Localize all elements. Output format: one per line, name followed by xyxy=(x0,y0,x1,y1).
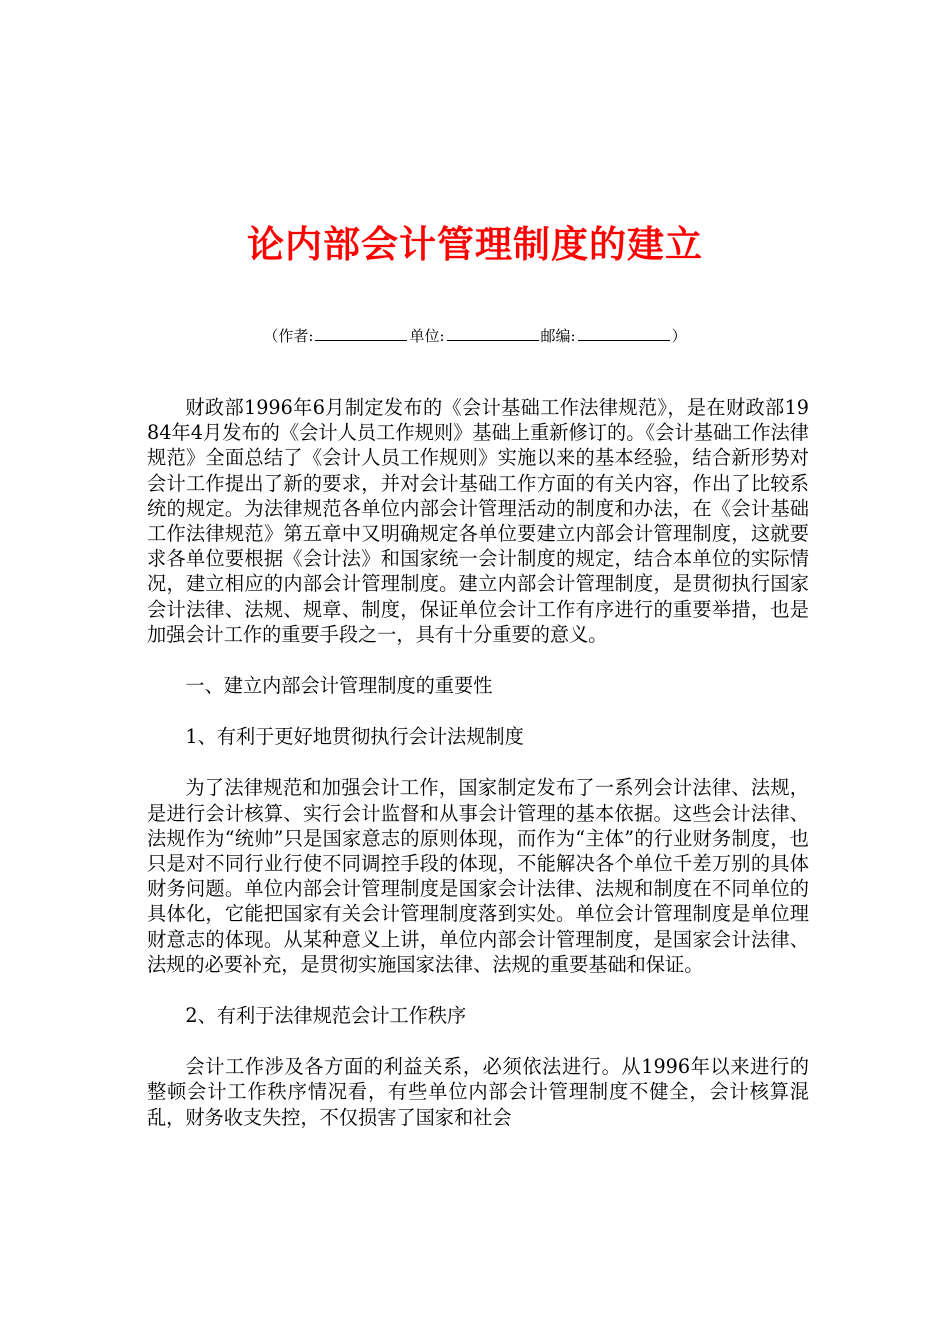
byline-close: ） xyxy=(671,327,687,345)
subsection-heading: 1、有利于更好地贯彻执行会计法规制度 xyxy=(185,725,524,749)
body-paragraph: 为了法律规范和加强会计工作，国家制定发布了一系列会计法律、法规，是进行会计核算、实行会计监督和从事会计管理的基本依据。这些会计法律、法规作为“统帅”只是国家意志的原则体现，而作为“主体”的行业财务制度，也只是对不同行业行使不同调控手段的体现，不能解决各个单位千差万别的具体财务问题。单位内部会计管理制度是国家会计法律、法规和制度在不同单位的具体化，它能把国家有关会计管理制度落到实处。单位会计管理制度是单位理财意志的体现。从某种意义上讲，单位内部会计管理制度，是国家会计法律、法规的必要补充，是贯彻实施国家法律、法规的重要基础和保证。 xyxy=(147,776,809,976)
body-paragraph: 财政部1996年6月制定发布的《会计基础工作法律规范》，是在财政部1984年4月发布的《会计人员工作规则》基础上重新修订的。《会计基础工作法律规范》全面总结了《会计人员工作规则》实施以来的基本经验，结合新形势对会计工作提出了新的要求，并对会计基础工作方面的有关内容，作出了比较系统的规定。为法律规范各单位内部会计管理活动的制度和办法，在《会计基础工作法律规范》第五章中又明确规定各单位要建立内部会计管理制度，这就要求各单位要根据《会计法》和国家统一会计制度的规定，结合本单位的实际情况，建立相应的内部会计管理制度。建立内部会计管理制度，是贯彻执行国家会计法律、法规、规章、制度，保证单位会计工作有序进行的重要举措，也是加强会计工作的重要手段之一，具有十分重要的意义。 xyxy=(147,396,809,646)
body-paragraph: 会计工作涉及各方面的利益关系，必须依法进行。从1996年以来进行的整顿会计工作秩序情况看，有些单位内部会计管理制度不健全，会计核算混乱，财务收支失控，不仅损害了国家和社会 xyxy=(147,1055,809,1129)
subsection-heading: 2、有利于法律规范会计工作秩序 xyxy=(185,1004,467,1028)
unit-blank xyxy=(447,326,539,341)
byline-unit-label: 单位: xyxy=(409,327,445,345)
document-title: 论内部会计管理制度的建立 xyxy=(247,222,703,266)
author-blank xyxy=(315,326,407,341)
zip-blank xyxy=(578,326,670,341)
author-byline xyxy=(0,325,950,347)
byline-zip-label: 邮编: xyxy=(540,327,576,345)
section-heading: 一、建立内部会计管理制度的重要性 xyxy=(185,674,493,698)
byline-author-label: （作者: xyxy=(263,327,314,345)
document-body xyxy=(147,395,809,1130)
